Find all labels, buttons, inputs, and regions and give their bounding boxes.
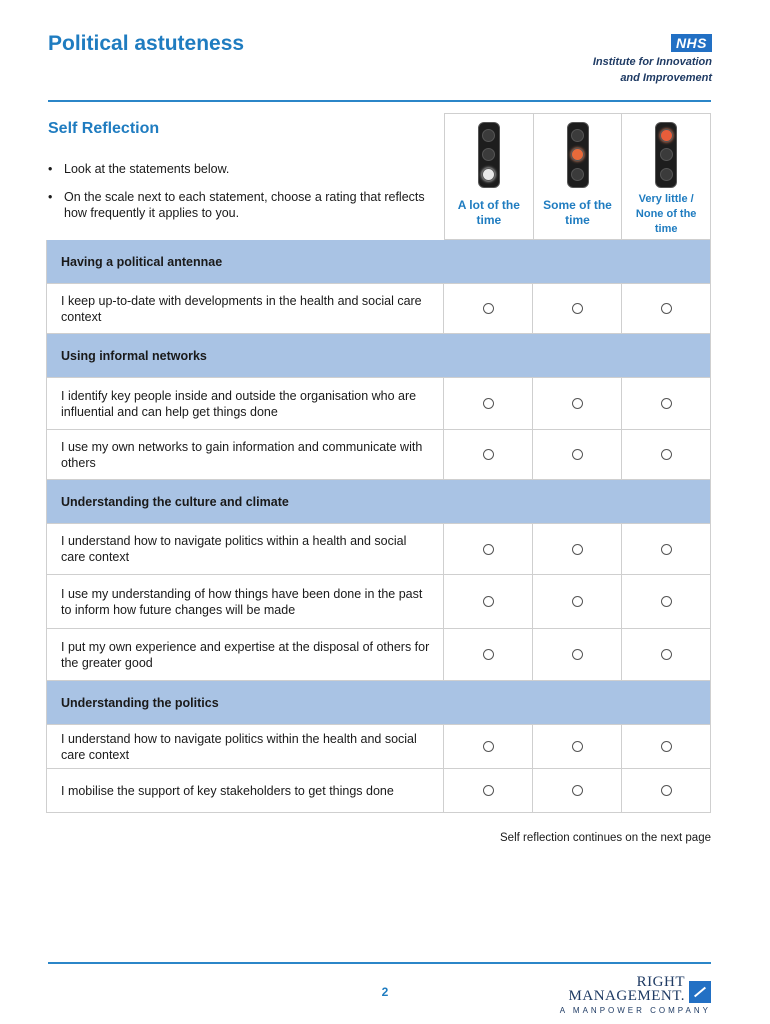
rating-col-very-little (622, 114, 710, 239)
lamp-middle (660, 148, 673, 161)
lamp-middle (482, 148, 495, 161)
radio-very-little[interactable] (661, 649, 672, 660)
rating-label-line: None of the (635, 208, 697, 220)
rating-label-line: time (476, 213, 502, 227)
option-cell (444, 430, 533, 479)
rating-label-line: Very little / (638, 193, 694, 205)
lamp-top-lit (660, 129, 673, 142)
radio-a-lot[interactable] (483, 449, 494, 460)
statement-text: I keep up-to-date with developments in the health and social care context (47, 284, 444, 333)
statement-row (47, 769, 710, 813)
statement-text: I understand how to navigate politics within a health and social care context (47, 524, 444, 574)
statement-row (47, 575, 710, 629)
category-title: Understanding the culture and climate (61, 494, 289, 509)
radio-very-little[interactable] (661, 544, 672, 555)
radio-some[interactable] (572, 398, 583, 409)
statement-row (47, 725, 710, 769)
radio-very-little[interactable] (661, 785, 672, 796)
rating-label-a-lot (458, 198, 520, 228)
radio-a-lot[interactable] (483, 544, 494, 555)
statement-row (47, 378, 710, 430)
radio-very-little[interactable] (661, 596, 672, 607)
statement-text: I put my own experience and expertise at the disposal of others for the greater good (47, 629, 444, 680)
statement-text: I identify key people inside and outside the organisation who are influential and can help get things done (47, 378, 444, 429)
option-cell (622, 575, 710, 628)
rating-label-line: A lot of the (457, 198, 520, 212)
rm-logo-text (569, 975, 685, 1003)
option-cell (622, 284, 710, 333)
traffic-light-icon (478, 122, 500, 188)
option-cell (444, 629, 533, 680)
option-cell (622, 430, 710, 479)
radio-some[interactable] (572, 785, 583, 796)
radio-a-lot[interactable] (483, 303, 494, 314)
option-cell (533, 725, 622, 768)
category-title: Understanding the politics (61, 695, 219, 710)
right-management-logo (560, 975, 711, 1015)
bottom-divider (48, 962, 711, 964)
radio-some[interactable] (572, 741, 583, 752)
statement-row (47, 430, 710, 480)
option-cell (533, 430, 622, 479)
radio-very-little[interactable] (661, 398, 672, 409)
rating-label-some (543, 198, 612, 228)
option-cell (444, 284, 533, 333)
radio-some[interactable] (572, 449, 583, 460)
option-cell (622, 725, 710, 768)
traffic-light-icon (655, 122, 677, 188)
category-row (47, 334, 710, 378)
option-cell (533, 629, 622, 680)
lamp-bottom (660, 168, 673, 181)
radio-some[interactable] (572, 544, 583, 555)
statement-row (47, 629, 710, 681)
instruction-item: • Look at the statements below. (48, 161, 428, 177)
page-title: Political astuteness (48, 32, 245, 55)
statement-row (47, 284, 710, 334)
option-cell (622, 629, 710, 680)
lamp-top (482, 129, 495, 142)
radio-some[interactable] (572, 596, 583, 607)
option-cell (622, 378, 710, 429)
nhs-subtitle-2: and Improvement (620, 72, 712, 84)
rating-label-line: time (565, 213, 590, 227)
option-cell (444, 725, 533, 768)
option-cell (444, 575, 533, 628)
rating-label-line: time (654, 223, 678, 235)
rating-label-very-little (636, 192, 697, 237)
rm-logo-line: MANAGEMENT. (568, 988, 685, 1004)
statement-text: I understand how to navigate politics within the health and social care context (47, 725, 444, 768)
radio-very-little[interactable] (661, 303, 672, 314)
option-cell (533, 284, 622, 333)
category-title: Using informal networks (61, 348, 207, 363)
instruction-item: • On the scale next to each statement, choose a rating that reflects how frequently it applies to you. (48, 189, 428, 221)
nhs-logo-block (593, 34, 712, 85)
rm-logo-line: RIGHT (636, 974, 685, 990)
category-title: Having a political antennae (61, 254, 223, 269)
lamp-middle-lit (571, 148, 584, 161)
statement-row (47, 524, 710, 575)
option-cell (622, 769, 710, 812)
radio-a-lot[interactable] (483, 785, 494, 796)
radio-very-little[interactable] (661, 449, 672, 460)
traffic-light-icon (567, 122, 589, 188)
statement-text: I use my own networks to gain information and communicate with others (47, 430, 444, 479)
instructions-list (48, 161, 428, 233)
lamp-bottom (571, 168, 584, 181)
radio-a-lot[interactable] (483, 741, 494, 752)
radio-some[interactable] (572, 649, 583, 660)
radio-a-lot[interactable] (483, 649, 494, 660)
lamp-bottom-lit (482, 168, 495, 181)
rating-label-line: Some of the (543, 198, 612, 212)
option-cell (533, 378, 622, 429)
option-cell (533, 769, 622, 812)
top-divider (48, 100, 711, 102)
category-row (47, 681, 710, 725)
self-reflection-table (46, 240, 711, 813)
statement-text: I mobilise the support of key stakeholders to get things done (47, 769, 444, 812)
lamp-top (571, 129, 584, 142)
rating-col-a-lot (445, 114, 534, 239)
category-row (47, 240, 710, 284)
rating-col-some (534, 114, 623, 239)
radio-a-lot[interactable] (483, 596, 494, 607)
radio-a-lot[interactable] (483, 398, 494, 409)
option-cell (533, 524, 622, 574)
section-title: Self Reflection (48, 120, 160, 137)
option-cell (444, 524, 533, 574)
page-number: 2 (381, 985, 389, 999)
nhs-subtitle-1: Institute for Innovation (592, 56, 712, 68)
rm-logo-row (560, 975, 711, 1003)
option-cell (444, 769, 533, 812)
statement-text: I use my understanding of how things have been done in the past to inform how future changes will be made (47, 575, 444, 628)
nhs-logo: NHS (671, 34, 712, 52)
option-cell (444, 378, 533, 429)
continues-note: Self reflection continues on the next page (500, 832, 711, 844)
rm-mark-icon (689, 981, 711, 1003)
category-row (47, 480, 710, 524)
option-cell (533, 575, 622, 628)
radio-some[interactable] (572, 303, 583, 314)
rating-scale-header (444, 113, 711, 240)
option-cell (622, 524, 710, 574)
radio-very-little[interactable] (661, 741, 672, 752)
rm-tagline: A MANPOWER COMPANY (559, 1006, 711, 1015)
